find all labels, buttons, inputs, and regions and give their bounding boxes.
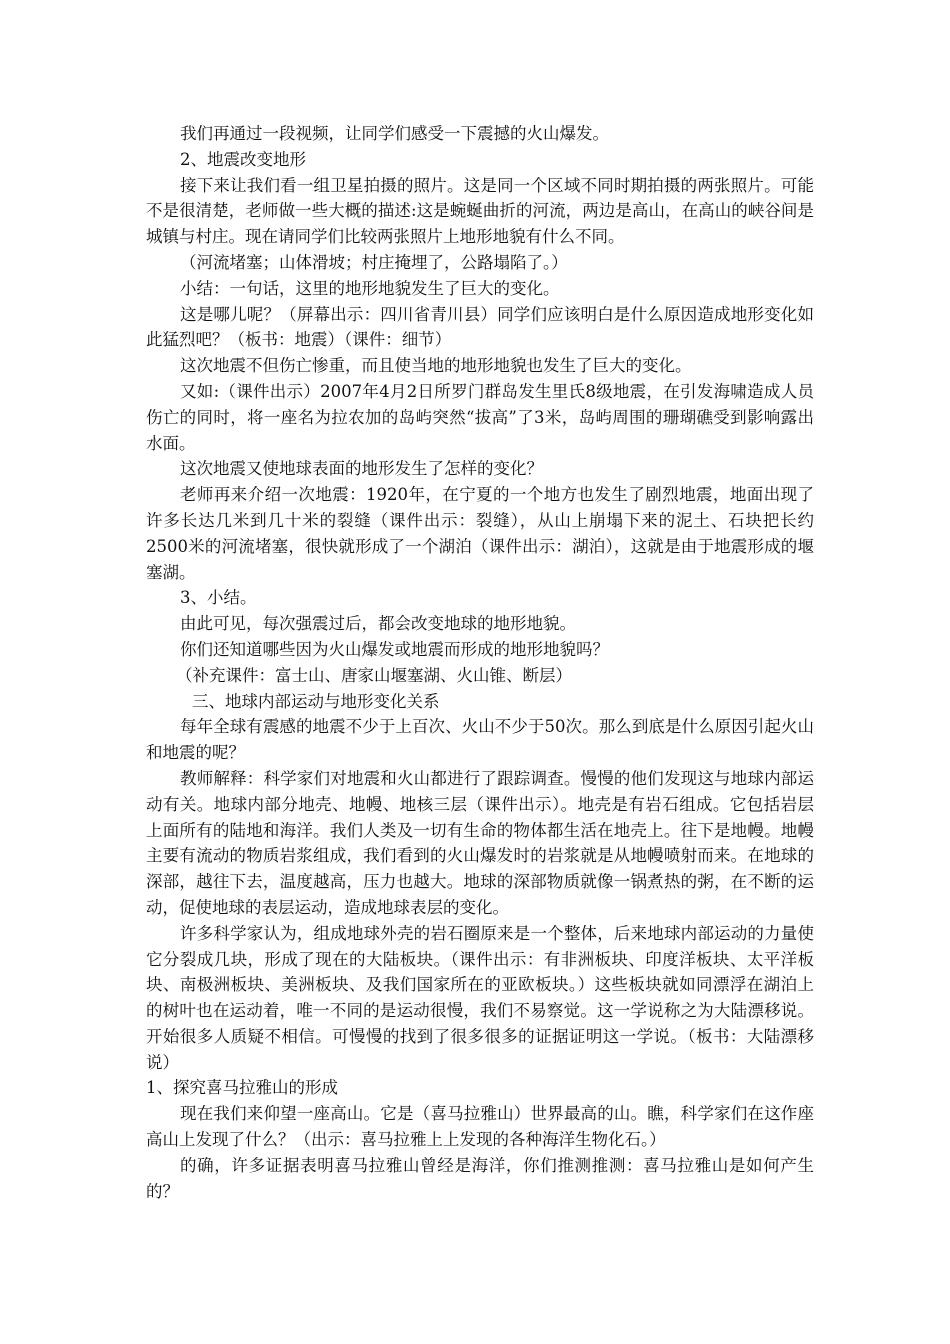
paragraph-question: 这次地震又使地球表面的地形发生了怎样的变化？ xyxy=(180,459,543,479)
paragraph-answer: （河流堵塞；山体滑坡；村庄掩埋了，公路塌陷了。） xyxy=(180,252,568,272)
paragraph-teacher-explanation: 教师解释：科学家们对地震和火山都进行了跟踪调查。慢慢的他们发现这与地球内部运动有关。地球内部分地壳、地幔、地核三层（课件出示）。地壳是有岩石组成。它包括岩层上面所有的陆地和海洋。我们人类及一切有生命的物体都生活在地壳上。往下是地幔。地幔主要有流动的物质岩浆组成，我们看到的火山爆发时的岩浆就是从地幔喷射而来。在地球的深部，越往下去，温度越高，压力也越大。地球的深部物质就像一锅煮热的粥，在不断的运动，促使地球的表层运动，造成地球表层的变化。 xyxy=(146,768,814,917)
heading-summary: 3、小结。 xyxy=(180,588,257,608)
heading-himalaya: 1、探究喜马拉雅山的形成 xyxy=(146,1078,338,1098)
paragraph-summary: 小结：一句话，这里的地形地貌发生了巨大的变化。 xyxy=(180,278,560,298)
heading-section-three: 三、地球内部运动与地形变化关系 xyxy=(192,691,440,711)
paragraph-casualties: 这次地震不但伤亡惨重，而且使当地的地形地貌也发生了巨大的变化。 xyxy=(180,356,692,376)
paragraph-conclusion: 由此可见，每次强震过后，都会改变地球的地形地貌。 xyxy=(180,614,576,634)
heading-earthquake-terrain: 2、地震改变地形 xyxy=(180,149,306,169)
paragraph-video: 我们再通过一段视频，让同学们感受一下震撼的火山爆发。 xyxy=(180,124,609,143)
paragraph-solomon: 又如:（课件出示）2007年4月2日所罗门群岛发生里氏8级地震，在引发海啸造成人员伤亡的同时，将一座名为拉农加的岛屿突然“拔高”了3米，岛屿周围的珊瑚礁受到影响露出水面。 xyxy=(146,381,814,453)
paragraph-location: 这是哪儿呢？（屏幕出示：四川省青川县）同学们应该明白是什么原因造成地形变化如此猛烈吧？（板书：地震）（课件：细节） xyxy=(146,304,814,350)
paragraph-himalaya-fossils: 现在我们来仰望一座高山。它是（喜马拉雅山）世界最高的山。瞧，科学家们在这作座高山上发现了什么？（出示：喜马拉雅上上发现的各种海洋生物化石。） xyxy=(146,1104,814,1150)
paragraph-frequency: 每年全球有震感的地震不少于上百次、火山不少于50次。那么到底是什么原因引起火山和地震的呢？ xyxy=(146,717,814,763)
paragraph-himalaya-question: 的确，许多证据表明喜马拉雅山曾经是海洋，你们推测推测：喜马拉雅山是如何产生的？ xyxy=(146,1155,814,1201)
paragraph-satellite-photos: 接下来让我们看一组卫星拍摄的照片。这是同一个区域不同时期拍摄的两张照片。可能不是很清楚，老师做一些大概的描述:这是蜿蜒曲折的河流，两边是高山，在高山的峡谷间是城镇与村庄。现在请同学们比较两张照片上地形地貌有什么不同。 xyxy=(146,175,814,247)
paragraph-ask-examples: 你们还知道哪些因为火山爆发或地震而形成的地形地貌吗？ xyxy=(180,639,609,659)
paragraph-supplement: （补充课件：富士山、唐家山堰塞湖、火山锥、断层） xyxy=(176,665,572,685)
paragraph-continental-drift: 许多科学家认为，组成地球外壳的岩石圈原来是一个整体，后来地球内部运动的力量使它分裂成几块，形成了现在的大陆板块。（课件出示：有非洲板块、印度洋板块、太平洋板块、南极洲板块、美洲板块、及我们国家所在的亚欧板块。）这些板块就如同漂浮在湖泊上的树叶也在运动着，唯一不同的是运动很慢，我们不易察觉。这一学说称之为大陆漂移说。开始很多人质疑不相信。可慢慢的找到了很多很多的证据证明这一学说。（板书：大陆漂移说） xyxy=(146,923,814,1072)
document-body xyxy=(146,121,814,1204)
paragraph-ningxia: 老师再来介绍一次地震：1920年，在宁夏的一个地方也发生了剧烈地震，地面出现了许多长达几米到几十米的裂缝（课件出示：裂缝），从山上崩塌下来的泥土、石块把长约2500米的河流堵塞，很快就形成了一个湖泊（课件出示：湖泊），这就是由于地震形成的堰塞湖。 xyxy=(146,485,814,582)
